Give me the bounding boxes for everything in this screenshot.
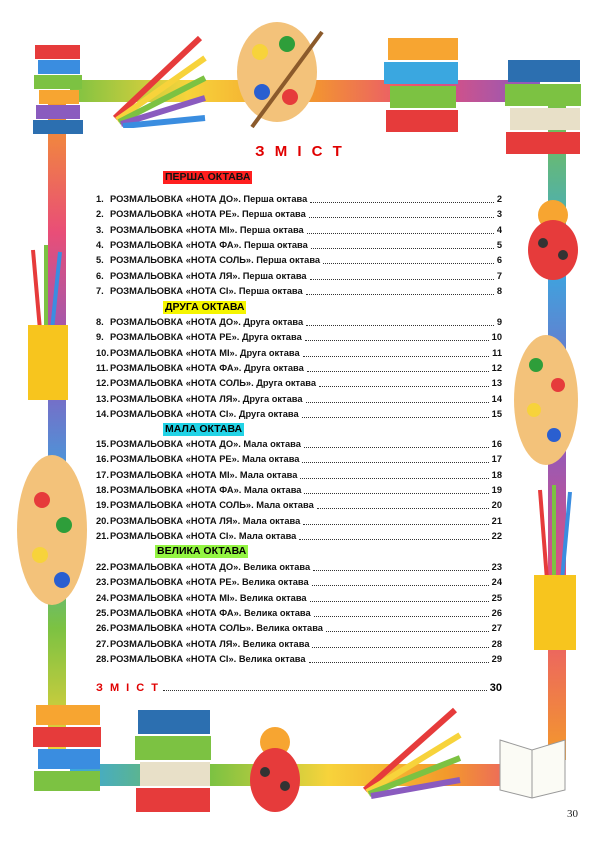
toc-entry-page: 5 [496, 239, 502, 250]
toc-entry[interactable] [96, 453, 502, 466]
toc-entry-page: 13 [491, 378, 502, 389]
toc-leader-dots [300, 477, 488, 479]
toc-entry-page: 18 [491, 469, 502, 480]
toc-entry-page: 12 [491, 362, 502, 373]
toc-entry-title: РОЗМАЛЬОВКА «НОТА ДО». Мала октава [110, 439, 301, 449]
toc-entry[interactable] [96, 499, 502, 512]
toc-entry-number: 9. [96, 332, 104, 343]
toc-entry-number: 2. [96, 209, 104, 220]
toc-leader-dots [299, 538, 488, 540]
toc-entry[interactable] [96, 270, 502, 283]
palette-icon [232, 12, 327, 132]
toc-entry-number: 13. [96, 393, 109, 404]
toc-entry[interactable] [96, 331, 502, 344]
toc-entry[interactable] [96, 561, 502, 574]
toc-leader-dots [311, 247, 494, 249]
toc-entry-number: 1. [96, 194, 104, 204]
toc-leader-dots [163, 690, 487, 691]
toc-entry-number: 25. [96, 607, 109, 618]
toc-leader-dots [310, 278, 494, 280]
toc-entry[interactable] [96, 469, 502, 482]
toc-entry-number: 14. [96, 408, 109, 419]
toc-entry-page: 20 [491, 500, 502, 511]
toc-entry-number: 10. [96, 347, 109, 358]
toc-entry-title: РОЗМАЛЬОВКА «НОТА ФА». Друга октава [110, 362, 304, 373]
toc-entry-page: 4 [496, 224, 502, 235]
toc-entry-number: 24. [96, 592, 109, 603]
toc-entry[interactable] [96, 638, 502, 651]
toc-entry[interactable] [96, 622, 502, 635]
toc-leader-dots [306, 324, 494, 326]
toc-entry-number: 27. [96, 638, 109, 649]
toc-entry[interactable] [96, 607, 502, 620]
toc-entry[interactable] [96, 576, 502, 589]
toc-leader-dots [312, 584, 489, 586]
toc-entry[interactable] [96, 347, 502, 360]
toc-entry-page: 6 [496, 255, 502, 266]
toc-leader-dots [303, 523, 488, 525]
toc-leader-dots [302, 461, 488, 463]
toc-entry[interactable] [96, 377, 502, 390]
toc-entry-title: РОЗМАЛЬОВКА «НОТА СІ». Велика октава [110, 653, 306, 664]
toc-entry-title: РОЗМАЛЬОВКА «НОТА ФА». Перша октава [110, 239, 308, 250]
toc-entry-title: РОЗМАЛЬОВКА «НОТА ЛЯ». Друга октава [110, 393, 303, 404]
pencil-cup-icon [522, 480, 590, 660]
toc-entry-title: РОЗМАЛЬОВКА «НОТА ЛЯ». Мала октава [110, 515, 301, 526]
toc-entry-title: РОЗМАЛЬОВКА «НОТА МІ». Мала октава [110, 469, 298, 480]
toc-entry-title: РОЗМАЛЬОВКА «НОТА ФА». Мала октава [110, 484, 302, 495]
books-icon [130, 700, 220, 820]
toc-entry-title: РОЗМАЛЬОВКА «НОТА РЕ». Друга октава [110, 332, 302, 343]
books-stack-icon [28, 700, 108, 810]
toc-leader-dots [323, 262, 494, 264]
books-icon [378, 28, 468, 138]
toc-leader-dots [304, 492, 488, 494]
toc-entry-title: РОЗМАЛЬОВКА «НОТА ЛЯ». Велика октава [110, 638, 310, 649]
toc-leader-dots [307, 232, 494, 234]
toc-entry-page: 15 [491, 408, 502, 419]
toc-entry-page: 22 [491, 530, 502, 541]
toc-entry-title: РОЗМАЛЬОВКА «НОТА МІ». Перша октава [110, 224, 304, 235]
page-number: 30 [567, 808, 578, 820]
toc-entry[interactable] [96, 393, 502, 406]
toc-entry-title: РОЗМАЛЬОВКА «НОТА СОЛЬ». Друга октава [110, 378, 317, 389]
toc-entry-title: РОЗМАЛЬОВКА «НОТА СІ». Друга октава [110, 408, 299, 419]
frame-left-bar [48, 100, 66, 760]
toc-leader-dots [306, 293, 494, 295]
toc-entry-number: 11. [96, 362, 109, 373]
toc-entry-title: РОЗМАЛЬОВКА «НОТА ЛЯ». Перша октава [110, 270, 307, 281]
pencils-icon [355, 700, 470, 800]
toc-leader-dots [306, 401, 489, 403]
toc-leader-dots [312, 646, 488, 648]
toc-leader-dots [309, 216, 494, 218]
toc-entry-number: 3. [96, 224, 104, 235]
toc-entry[interactable] [96, 530, 502, 543]
toc-entry-number: 28. [96, 653, 109, 664]
toc-leader-dots [326, 630, 489, 632]
toc-entry-number: 18. [96, 484, 109, 495]
page-title: З М І С Т [255, 143, 345, 160]
toc-leader-dots [303, 355, 490, 357]
toc-leader-dots [309, 661, 489, 663]
toc-entry[interactable] [96, 254, 502, 267]
toc-entry[interactable] [96, 408, 502, 421]
toc-entry[interactable] [96, 316, 502, 329]
toc-leader-dots [310, 600, 489, 602]
toc-leader-dots [304, 446, 489, 448]
toc-entry-title: РОЗМАЛЬОВКА «НОТА РЕ». Перша октава [110, 209, 306, 220]
toc-entry-title: РОЗМАЛЬОВКА «НОТА СІ». Мала октава [110, 530, 297, 541]
toc-entry-page: 26 [491, 607, 502, 618]
toc-entry-page: 7 [496, 270, 502, 281]
toc-entry[interactable] [96, 653, 502, 666]
toc-entry-page: 17 [491, 454, 502, 465]
toc-entry-title: РОЗМАЛЬОВКА «НОТА СІ». Перша октава [110, 285, 303, 296]
toc-entry-page: 25 [491, 592, 502, 603]
toc-entry-page: 28 [491, 638, 502, 649]
toc-entry-number: 7. [96, 285, 104, 296]
toc-entry-number: 15. [96, 439, 109, 449]
toc-entry-number: 5. [96, 255, 104, 266]
section-heading-great-octave: ВЕЛИКА ОКТАВА [157, 545, 247, 557]
toc-entry-page: 27 [491, 623, 502, 634]
toc-entry-number: 23. [96, 577, 109, 588]
toc-leader-dots [314, 615, 489, 617]
pencil-cup-icon [18, 240, 78, 410]
section-heading-first-octave: ПЕРША ОКТАВА [165, 171, 251, 183]
toc-entry[interactable] [96, 362, 502, 375]
toc-leader-dots [302, 416, 489, 418]
toc-entry-page: 8 [496, 285, 502, 296]
toc-leader-dots [313, 569, 489, 571]
toc-entry-number: 16. [96, 454, 109, 465]
toc-entry-title: РОЗМАЛЬОВКА «НОТА ФА». Велика октава [110, 607, 311, 618]
toc-entry[interactable] [96, 208, 502, 221]
toc-entry[interactable] [96, 239, 502, 252]
toc-entry-title: РОЗМАЛЬОВКА «НОТА ДО». Друга октава [110, 317, 304, 327]
toc-entry-page: 14 [491, 393, 502, 404]
toc-summary-text: З М І С Т [96, 682, 160, 694]
ladybug-icon [518, 185, 588, 285]
toc-entry-number: 6. [96, 270, 104, 281]
toc-entry-title: РОЗМАЛЬОВКА «НОТА СОЛЬ». Велика октава [110, 623, 323, 634]
toc-entry-page: 16 [491, 439, 502, 449]
toc-entry-number: 19. [96, 500, 109, 511]
toc-entry-page: 24 [491, 577, 502, 588]
toc-entry-title: РОЗМАЛЬОВКА «НОТА СОЛЬ». Мала октава [110, 500, 314, 511]
palette-icon [12, 440, 92, 620]
ladybug-icon [240, 712, 310, 822]
toc-entry-page: 19 [491, 484, 502, 495]
toc-entry-title: РОЗМАЛЬОВКА «НОТА МІ». Друга октава [110, 347, 300, 358]
toc-entry[interactable] [96, 224, 502, 237]
toc-entry[interactable] [96, 438, 502, 451]
toc-entry-title: РОЗМАЛЬОВКА «НОТА МІ». Велика октава [110, 592, 307, 603]
toc-entry-number: 4. [96, 239, 104, 250]
toc-entry[interactable] [96, 193, 502, 206]
toc-entry-page: 21 [491, 515, 502, 526]
toc-leader-dots [310, 201, 494, 203]
toc-entry[interactable] [96, 484, 502, 497]
toc-entry-page: 2 [496, 194, 502, 204]
toc-entry-page: 23 [491, 562, 502, 572]
toc-entry-page: 3 [496, 209, 502, 220]
toc-entry-number: 26. [96, 623, 109, 634]
toc-entry-number: 21. [96, 530, 109, 541]
toc-entry-number: 17. [96, 469, 109, 480]
toc-entry-page: 10 [491, 332, 502, 343]
toc-leader-dots [307, 370, 489, 372]
toc-summary-page: 30 [489, 682, 502, 694]
toc-leader-dots [317, 507, 489, 509]
toc-entry-number: 20. [96, 515, 109, 526]
toc-entry-number: 22. [96, 562, 109, 572]
section-heading-small-octave: МАЛА ОКТАВА [165, 423, 243, 435]
toc-entry-title: РОЗМАЛЬОВКА «НОТА РЕ». Мала октава [110, 454, 300, 465]
open-book-icon [495, 720, 570, 800]
toc-entry-page: 9 [496, 317, 502, 327]
toc-entry[interactable] [96, 285, 502, 298]
toc-entry[interactable] [96, 592, 502, 605]
toc-leader-dots [319, 385, 489, 387]
toc-entry-title: РОЗМАЛЬОВКА «НОТА СОЛЬ». Перша октава [110, 255, 321, 266]
toc-entry-title: РОЗМАЛЬОВКА «НОТА РЕ». Велика октава [110, 577, 309, 588]
palette-icon [510, 325, 585, 475]
toc-entry-number: 8. [96, 317, 104, 327]
toc-entry-number: 12. [96, 378, 109, 389]
toc-entry-title: РОЗМАЛЬОВКА «НОТА ДО». Перша октава [110, 194, 308, 204]
toc-summary-entry[interactable] [96, 680, 502, 694]
toc-leader-dots [305, 339, 489, 341]
section-heading-second-octave: ДРУГА ОКТАВА [165, 301, 245, 313]
toc-entry[interactable] [96, 515, 502, 528]
books-stack-icon [30, 40, 90, 150]
toc-entry-page: 11 [492, 347, 502, 358]
toc-entry-page: 29 [491, 653, 502, 664]
pencils-icon [105, 28, 215, 128]
toc-entry-title: РОЗМАЛЬОВКА «НОТА ДО». Велика октава [110, 562, 311, 572]
